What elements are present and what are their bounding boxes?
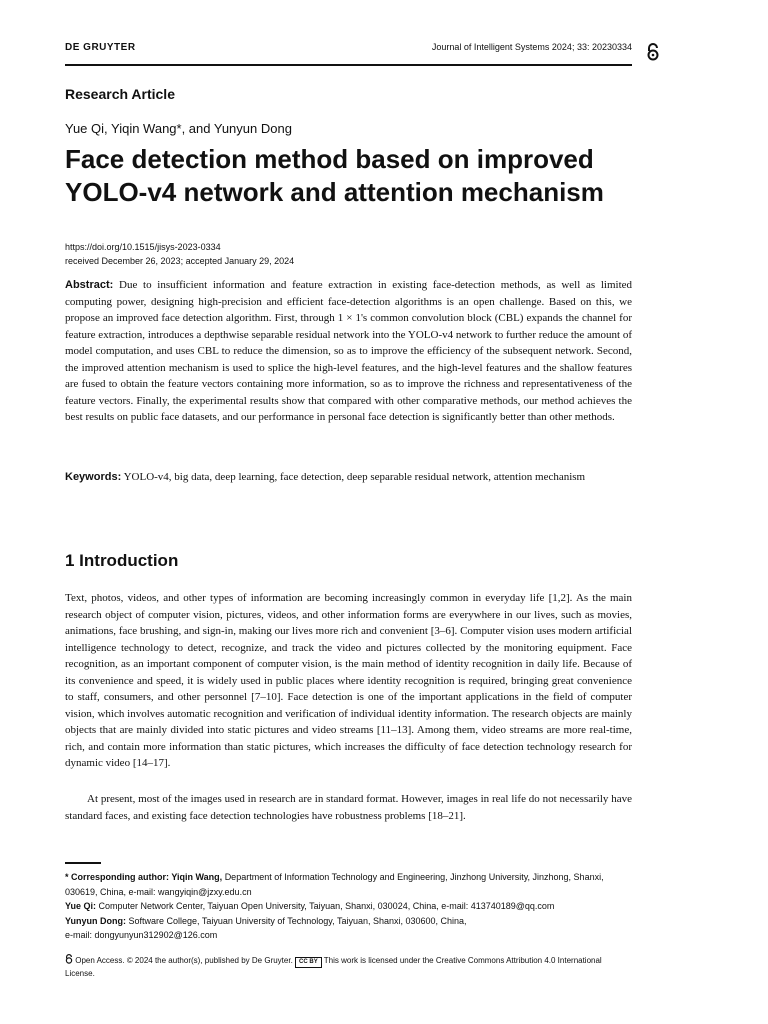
author-footnotes [65, 870, 632, 943]
doi-link[interactable]: https://doi.org/10.1515/jisys-2023-0334 [65, 242, 221, 252]
abstract-text: Due to insufficient information and feature extraction in existing face-detection methods, as well as limited computing power, designing high-precision and efficient face-detection algorithms is an open challenge. Based on this, we propose an improved face detection algorithm. First, through 1 × 1's common convolution block (CBL) expands the channel for feature extraction, introduces a depthwise separable residual network into the YOLO-v4 network to further reduce the amount of model computation, and uses CBL to reduce the dimension, so as to improve the efficiency of the subsequent network. Second, the improved attention mechanism is used to splice the high-level features, and the high-level features and the shallow features are fused to obtain the feature vectors containing more information, so as to improve the richness and representativeness of the feature vectors. Finally, the experimental results show that compared with other comparative methods, our method achieves the best results on public face datasets, and our performance in personal face detection is significantly better than other methods. [65, 279, 633, 423]
author-note-qi [65, 899, 632, 914]
author-label-qi: Yue Qi: [65, 901, 97, 911]
keywords-text: YOLO-v4, big data, deep learning, face detection, deep separable residual network, attention mechanism [123, 471, 586, 483]
doi-block [65, 240, 294, 268]
open-access-icon [646, 42, 660, 62]
author-note-dong [65, 914, 632, 929]
keywords-label: Keywords: [65, 471, 122, 483]
cc-by-badge[interactable]: CC BY [295, 957, 322, 968]
received-accepted-dates: received December 26, 2023; accepted January 29, 2024 [65, 256, 295, 266]
license-statement [65, 954, 632, 979]
abstract [65, 277, 632, 426]
keywords [65, 469, 632, 486]
license-suffix: This work is licensed under the Creative Commons Attribution 4.0 International License. [65, 956, 602, 978]
author-label-dong: Yunyun Dong: [65, 915, 126, 926]
intro-paragraph-2: At present, most of the images used in research are in standard format. However, images in real life do not necessarily have standard faces, and existing face detection technologies have robustness problems [18–21]. [65, 793, 632, 822]
article-title: Face detection method based on improved YOLO-v4 network and attention mechanism [65, 144, 604, 207]
article-type: Research Article [65, 86, 175, 102]
open-access-small-icon [65, 954, 73, 964]
corresponding-author-label: * Corresponding author: Yiqin Wang, [65, 872, 223, 882]
section-heading-introduction: 1 Introduction [65, 551, 179, 570]
footnote-rule [65, 862, 101, 864]
abstract-label: Abstract: [65, 279, 114, 291]
intro-paragraph-1: Text, photos, videos, and other types of information are becoming increasingly common in everyday life [1,2]. As the main research object of computer vision, pictures, videos, and other information forms are everywhere in our lives, such as movies, animations, face brushing, and sign-in, making our lives more rich and convenient [3–6]. Computer vision uses modern artificial intelligence technology to detect, recognize, and track the video and pictures collected by the monitoring equipment. Face recognition, as an important component of computer vision, is the main method of identity recognition in daily life. Because of its convenience and speed, it is widely used in public places where identity recognition is required, bringing great convenience to staff, consumers, and other personnel [7–10]. Face detection is one of the important applications in the field of computer vision, which involves automatic recognition and verification of individual identity information. The research objects are mainly objects that are mainly divided into static pictures and video streams [11–13]. Among them, video streams are more real-time, rich, and contain more information than static pictures, which increases the difficulty of face detection technology research for dynamic video [14–17]. [65, 592, 632, 769]
corresponding-author-affiliation: Department of Information Technology and Engineering, Jinzhong University, Jinzhong, Shanxi, 030619, China, e-mail: wangyiqin@jzxy.edu.cn [65, 872, 604, 897]
page-header [65, 40, 632, 66]
author-affiliation-dong: Software College, Taiyuan University of Technology, Taiyuan, Shanxi, 030600, China, [128, 915, 467, 926]
author-list: Yue Qi, Yiqin Wang*, and Yunyun Dong [65, 121, 292, 136]
corresponding-author-note [65, 870, 632, 899]
license-prefix: Open Access. © 2024 the author(s), published by De Gruyter. [75, 956, 293, 965]
author-affiliation-qi: Computer Network Center, Taiyuan Open University, Taiyuan, Shanxi, 030024, China, e-mail: 413740189@qq.com [98, 901, 555, 911]
publisher-logo: DE GRUYTER [65, 42, 136, 53]
author-email-dong: e-mail: dongyunyun312902@126.com [65, 930, 218, 940]
journal-citation: Journal of Intelligent Systems 2024; 33: 20230334 [431, 42, 632, 52]
